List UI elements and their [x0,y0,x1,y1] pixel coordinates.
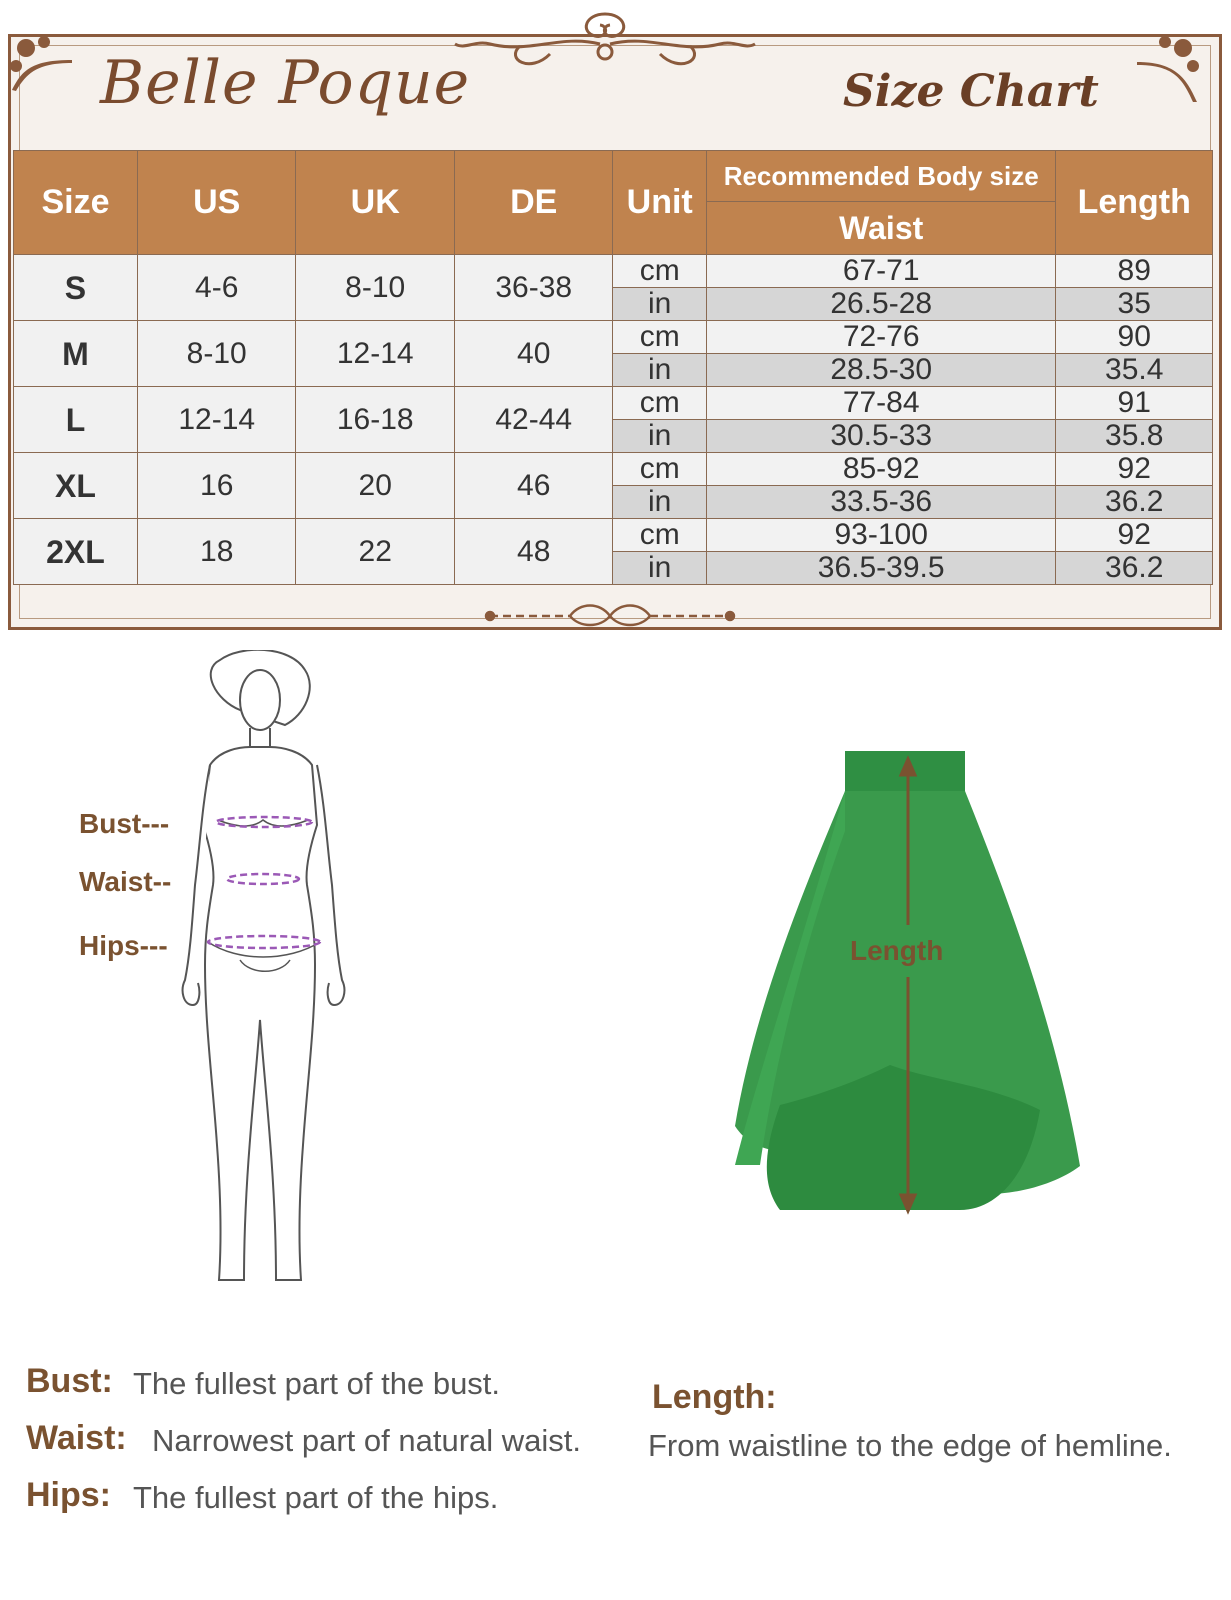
waist-cell: 72-76 [706,321,1056,354]
waist-cell: 30.5-33 [706,420,1056,453]
length-definition-label: Length: [652,1378,777,1416]
unit-cell: in [613,288,706,321]
waist-definition-label: Waist: [26,1419,127,1457]
waist-cell: 36.5-39.5 [706,552,1056,585]
uk-cell: 8-10 [296,255,455,321]
bottom-ornament [480,598,740,632]
us-cell: 12-14 [137,387,296,453]
hips-pointer-label: Hips--- [79,930,168,961]
unit-cell: in [613,552,706,585]
length-cell: 35.4 [1056,354,1213,387]
unit-cell: in [613,420,706,453]
waist-cell: 26.5-28 [706,288,1056,321]
header-length: Length [1056,151,1213,255]
uk-cell: 12-14 [296,321,455,387]
header-recommended-body-size: Recommended Body size [706,151,1056,202]
table-row [14,321,1213,354]
length-cell: 91 [1056,387,1213,420]
table-row [14,387,1213,420]
length-pointer-label: Length [850,935,944,966]
us-cell: 18 [137,519,296,585]
body-measurement-figure [170,650,370,1300]
unit-cell: cm [613,387,706,420]
unit-cell: in [613,486,706,519]
size-chart-title: Size Chart [843,66,1099,117]
length-cell: 92 [1056,519,1213,552]
de-cell: 40 [454,321,613,387]
length-cell: 90 [1056,321,1213,354]
unit-cell: in [613,354,706,387]
waist-cell: 67-71 [706,255,1056,288]
length-cell: 35 [1056,288,1213,321]
waist-cell: 28.5-30 [706,354,1056,387]
length-definition-text: From waistline to the edge of hemline. [648,1428,1172,1463]
header-unit: Unit [613,151,706,255]
size-cell: L [14,387,138,453]
bust-pointer-label: Bust--- [79,808,170,839]
hips-definition-label: Hips: [26,1476,111,1514]
header-size: Size [14,151,138,255]
waist-cell: 33.5-36 [706,486,1056,519]
top-ornament [450,4,760,74]
brand-logo-text: Belle Poque [100,48,471,118]
de-cell: 42-44 [454,387,613,453]
unit-cell: cm [613,255,706,288]
table-row [14,519,1213,552]
skirt-image [735,745,1085,1220]
us-cell: 16 [137,453,296,519]
bust-definition-label: Bust: [26,1362,113,1400]
unit-cell: cm [613,321,706,354]
uk-cell: 22 [296,519,455,585]
header-de: DE [454,151,613,255]
unit-cell: cm [613,453,706,486]
de-cell: 46 [454,453,613,519]
waist-cell: 93-100 [706,519,1056,552]
uk-cell: 20 [296,453,455,519]
length-cell: 92 [1056,453,1213,486]
waist-cell: 77-84 [706,387,1056,420]
size-cell: 2XL [14,519,138,585]
de-cell: 48 [454,519,613,585]
header-us: US [137,151,296,255]
waist-cell: 85-92 [706,453,1056,486]
de-cell: 36-38 [454,255,613,321]
size-cell: M [14,321,138,387]
corner-ornament-right [1125,30,1205,110]
length-cell: 36.2 [1056,486,1213,519]
unit-cell: cm [613,519,706,552]
waist-definition-text: Narrowest part of natural waist. [152,1423,582,1458]
corner-ornament-left [4,30,84,100]
length-cell: 89 [1056,255,1213,288]
bust-definition-text: The fullest part of the bust. [133,1366,501,1401]
header-waist: Waist [706,202,1056,255]
size-cell: S [14,255,138,321]
table-row [14,255,1213,288]
us-cell: 8-10 [137,321,296,387]
hips-definition-text: The fullest part of the hips. [133,1480,499,1515]
uk-cell: 16-18 [296,387,455,453]
header-uk: UK [296,151,455,255]
waist-pointer-label: Waist-- [79,866,172,897]
size-cell: XL [14,453,138,519]
size-table [13,150,1213,585]
us-cell: 4-6 [137,255,296,321]
table-row [14,453,1213,486]
length-cell: 35.8 [1056,420,1213,453]
length-cell: 36.2 [1056,552,1213,585]
